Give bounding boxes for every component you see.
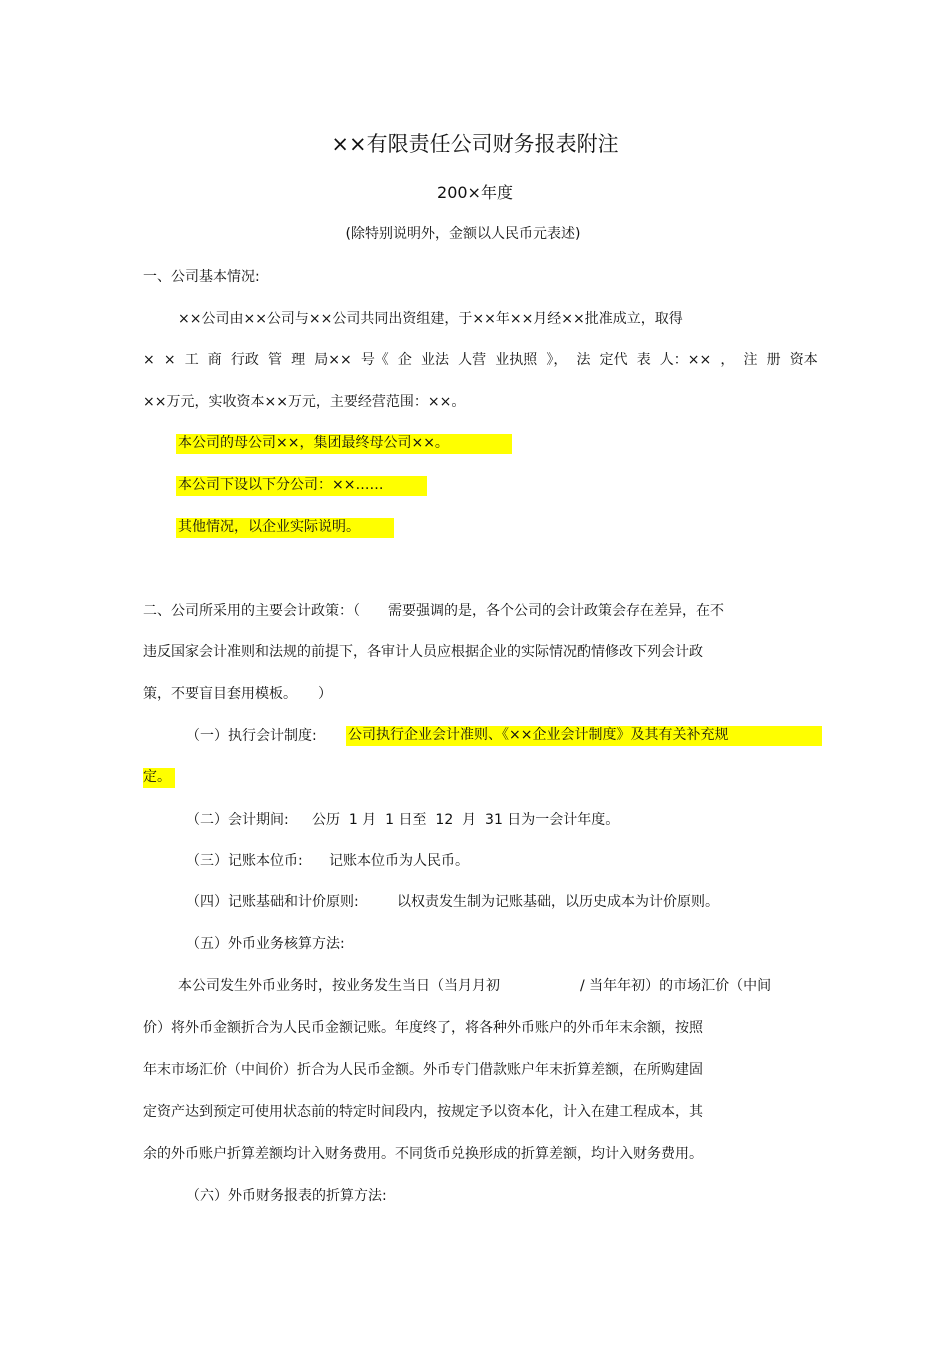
line2-part: 业法	[421, 352, 450, 368]
line2-part: 定代	[599, 352, 628, 368]
document-title: ××有限责任公司财务报表附注	[331, 132, 619, 156]
item5-paragraph-line4: 定资产达到预定可使用状态前的特定时间段内，按规定予以资本化，计入在建工程成本，其	[143, 1104, 703, 1120]
line2-part: 商	[207, 352, 222, 368]
item5-paragraph-line1b: / 当年年初）的市场汇价（中间	[580, 978, 772, 994]
item4-text: 以权责发生制为记账基础，以历史成本为计价原则。	[397, 894, 719, 910]
section2-heading-line1: 二、公司所采用的主要会计政策：（ 需要强调的是，各个公司的会计政策会存在差异，在不	[143, 603, 724, 619]
item2-text: 公历 1 月 1 日至 12 月 31 日为一会计年度。	[312, 812, 620, 828]
line2-part: 号《	[360, 352, 389, 368]
line2-part: ，	[720, 352, 735, 368]
line2-part: 表	[636, 352, 651, 368]
item6-label: （六）外币财务报表的折算方法:	[186, 1188, 387, 1204]
item5-paragraph-line5: 余的外币账户折算差额均计入财务费用。不同货币兑换形成的折算差额，均计入财务费用。	[143, 1146, 703, 1162]
currency-note: (除特别说明外，金额以人民币元表述)	[345, 226, 581, 242]
section1-heading: 一、公司基本情况:	[143, 269, 260, 285]
item3-label: （三）记账本位币:	[186, 853, 303, 869]
line2-part: 管	[268, 352, 283, 368]
item5-label: （五）外币业务核算方法:	[186, 936, 345, 952]
line2-part: 企	[397, 352, 412, 368]
highlight-branches: 本公司下设以下分公司：××……	[176, 476, 427, 496]
line2-part: 资本	[789, 352, 818, 368]
item5-paragraph-line2: 价）将外币金额折合为人民币金额记账。年度终了，将各种外币账户的外币年末余额，按照	[143, 1020, 703, 1036]
fiscal-year: 200×年度	[437, 183, 513, 202]
line2-part: 局××	[314, 352, 352, 368]
highlight-other-info: 其他情况，以企业实际说明。	[176, 518, 394, 538]
item1-label: （一）执行会计制度:	[186, 728, 317, 744]
item1-highlight-cont: 定。	[143, 768, 175, 788]
item5-paragraph-line3: 年末市场汇价（中间价）折合为人民币金额。外币专门借款账户年末折算差额，在所购建固	[143, 1062, 703, 1078]
section2-heading-line2: 违反国家会计准则和法规的前提下，各审计人员应根据企业的实际情况酌情修改下列会计政	[143, 644, 703, 660]
line2-part: 行政	[230, 352, 259, 368]
line2-part: 注	[743, 352, 758, 368]
item1-highlight: 公司执行企业会计准则、《××企业会计制度》及其有关补充规	[346, 726, 822, 746]
highlight-parent-company: 本公司的母公司××，集团最终母公司××。	[176, 434, 512, 454]
section1-paragraph-line1: ××公司由××公司与××公司共同出资组建，于××年××月经××批准成立，取得	[178, 311, 683, 327]
item2-label: （二）会计期间:	[186, 812, 289, 828]
section2-heading-line3: 策，不要盲目套用模板。 ）	[143, 686, 332, 702]
section1-paragraph-line3: ××万元，实收资本××万元，主要经营范围：××。	[143, 394, 466, 410]
line2-part: 业执照	[495, 352, 538, 368]
line2-part: 》，	[546, 352, 568, 368]
item3-text: 记账本位币为人民币。	[329, 853, 469, 869]
line2-part: 人营	[458, 352, 487, 368]
section1-paragraph-line2	[143, 351, 818, 369]
line2-part: 法	[576, 352, 591, 368]
line2-part: 人：××	[659, 352, 712, 368]
line2-part: ×	[163, 352, 176, 368]
line2-part: 册	[766, 352, 781, 368]
line2-part: 理	[291, 352, 306, 368]
line2-part: 工	[184, 352, 199, 368]
item5-paragraph-line1: 本公司发生外币业务时，按业务发生当日（当月月初	[178, 978, 500, 994]
line2-part: ×	[143, 352, 155, 368]
item4-label: （四）记账基础和计价原则:	[186, 894, 359, 910]
